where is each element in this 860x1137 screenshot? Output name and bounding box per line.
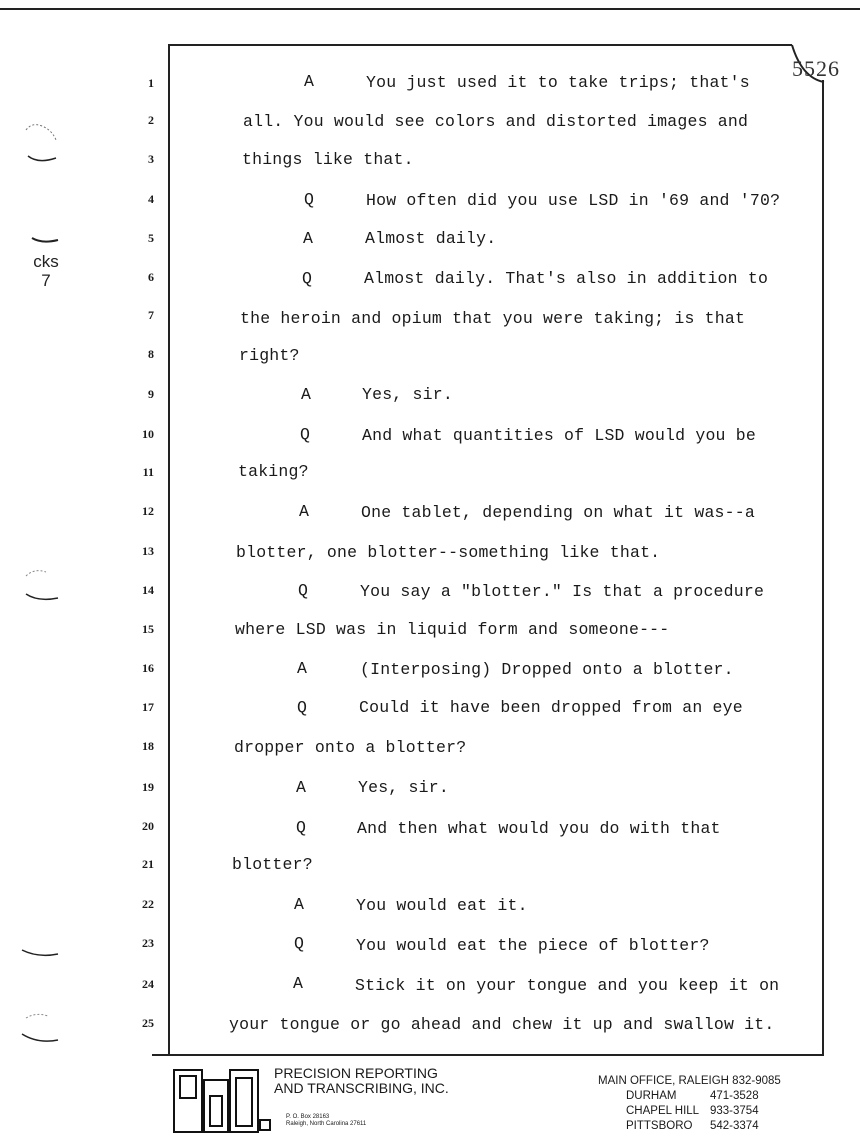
- speaker-label: A: [293, 974, 303, 993]
- punch-mark-5: [18, 1010, 62, 1046]
- office-city: CHAPEL HILL: [626, 1105, 700, 1117]
- line-text: right?: [239, 346, 300, 365]
- line-text: And then what would you do with that: [357, 819, 721, 838]
- line-text: Almost daily. That's also in addition to: [364, 269, 769, 288]
- line-text: You would eat the piece of blotter?: [356, 936, 710, 955]
- line-number: 14: [142, 583, 154, 597]
- line-number: 4: [148, 192, 154, 206]
- company-name-line-2: AND TRANSCRIBING, INC.: [274, 1080, 449, 1096]
- line-text: Yes, sir.: [362, 385, 453, 404]
- company-name-line-1: PRECISION REPORTING: [274, 1065, 438, 1081]
- office-row-pittsboro: [598, 1119, 781, 1134]
- office-phone: 933-3754: [710, 1105, 759, 1117]
- line-number: 10: [142, 427, 154, 441]
- margin-note-cks: cks: [33, 252, 59, 271]
- line-text: You say a "blotter." Is that a procedure: [360, 582, 765, 601]
- line-text: taking?: [238, 462, 309, 481]
- line-number: 25: [142, 1016, 154, 1030]
- frame-top-border: [168, 44, 792, 46]
- office-phone: 471-3528: [710, 1090, 759, 1102]
- line-number: 13: [142, 544, 154, 558]
- line-number: 18: [142, 739, 154, 753]
- company-name: [274, 1066, 449, 1096]
- line-text: dropper onto a blotter?: [234, 738, 467, 757]
- line-number: 6: [148, 270, 154, 284]
- speaker-label: Q: [302, 269, 312, 288]
- line-number: 19: [142, 780, 154, 794]
- page-top-rule: [0, 8, 860, 10]
- page-stamp-number: 5526: [792, 56, 840, 81]
- speaker-label: A: [299, 502, 309, 521]
- speaker-label: Q: [304, 190, 314, 209]
- line-text: Could it have been dropped from an eye: [359, 698, 743, 717]
- line-number: 8: [148, 347, 154, 361]
- address-line-1: P. O. Box 28163: [286, 1114, 330, 1120]
- line-text: You just used it to take trips; that's: [366, 73, 750, 92]
- speaker-label: Q: [296, 818, 306, 837]
- line-number: 7: [148, 308, 154, 322]
- line-number: 12: [142, 504, 154, 518]
- speaker-label: A: [301, 385, 311, 404]
- line-number: 17: [142, 700, 154, 714]
- line-text: (Interposing) Dropped onto a blotter.: [360, 660, 734, 679]
- line-text: Stick it on your tongue and you keep it on: [355, 976, 780, 995]
- line-number: 5: [148, 231, 154, 245]
- line-text: things like that.: [242, 150, 414, 169]
- speaker-label: Q: [300, 425, 310, 444]
- line-number: 11: [142, 465, 154, 479]
- footer: [0, 1056, 860, 1137]
- speaker-label: A: [303, 229, 313, 248]
- line-number: 2: [148, 113, 154, 127]
- speaker-label: A: [304, 72, 314, 91]
- punch-mark-1: [18, 118, 62, 168]
- margin-note-7: 7: [41, 271, 51, 290]
- line-text: Almost daily.: [365, 229, 497, 248]
- speaker-label: A: [297, 659, 307, 678]
- line-number: 15: [142, 622, 154, 636]
- main-office: MAIN OFFICE, RALEIGH 832-9085: [598, 1075, 781, 1087]
- line-text: the heroin and opium that you were taking; is that: [240, 309, 746, 328]
- speaker-label: A: [296, 778, 306, 797]
- office-city: DURHAM: [626, 1090, 677, 1102]
- speaker-label: Q: [297, 698, 307, 717]
- line-text: How often did you use LSD in '69 and '70?: [366, 191, 781, 210]
- address-line-2: Raleigh, North Carolina 27611: [286, 1121, 367, 1127]
- line-number: 24: [142, 977, 154, 991]
- line-number: 23: [142, 936, 154, 950]
- office-list: [598, 1074, 781, 1134]
- company-address: [286, 1114, 366, 1128]
- office-city: PITTSBORO: [626, 1120, 693, 1132]
- line-number: 16: [142, 661, 154, 675]
- punch-mark-4: [18, 944, 62, 964]
- line-number: 3: [148, 152, 154, 166]
- line-text: Yes, sir.: [358, 778, 449, 797]
- frame-right-border: [822, 80, 824, 1055]
- line-text: your tongue or go ahead and chew it up and swallow it.: [229, 1015, 775, 1034]
- line-text: One tablet, depending on what it was--a: [361, 503, 755, 522]
- line-text: all. You would see colors and distorted images and: [243, 112, 749, 131]
- line-number: 1: [148, 76, 154, 90]
- speaker-label: Q: [294, 934, 304, 953]
- frame-left-border: [168, 44, 170, 1056]
- punch-mark-3: [18, 566, 62, 606]
- office-row-chapel-hill: [598, 1104, 781, 1119]
- line-text: blotter, one blotter--something like that.: [236, 543, 661, 562]
- company-logo: [172, 1066, 272, 1134]
- line-text: blotter?: [232, 855, 313, 874]
- line-text: You would eat it.: [356, 896, 528, 915]
- line-number: 20: [142, 819, 154, 833]
- line-number: 21: [142, 857, 154, 871]
- office-row-durham: [598, 1089, 781, 1104]
- office-phone: 542-3374: [710, 1120, 759, 1132]
- line-text: And what quantities of LSD would you be: [362, 426, 756, 445]
- speaker-label: A: [294, 895, 304, 914]
- speaker-label: Q: [298, 581, 308, 600]
- punch-mark-2: [28, 232, 64, 248]
- line-text: where LSD was in liquid form and someone---: [235, 620, 670, 639]
- line-number: 22: [142, 897, 154, 911]
- line-number: 9: [148, 387, 154, 401]
